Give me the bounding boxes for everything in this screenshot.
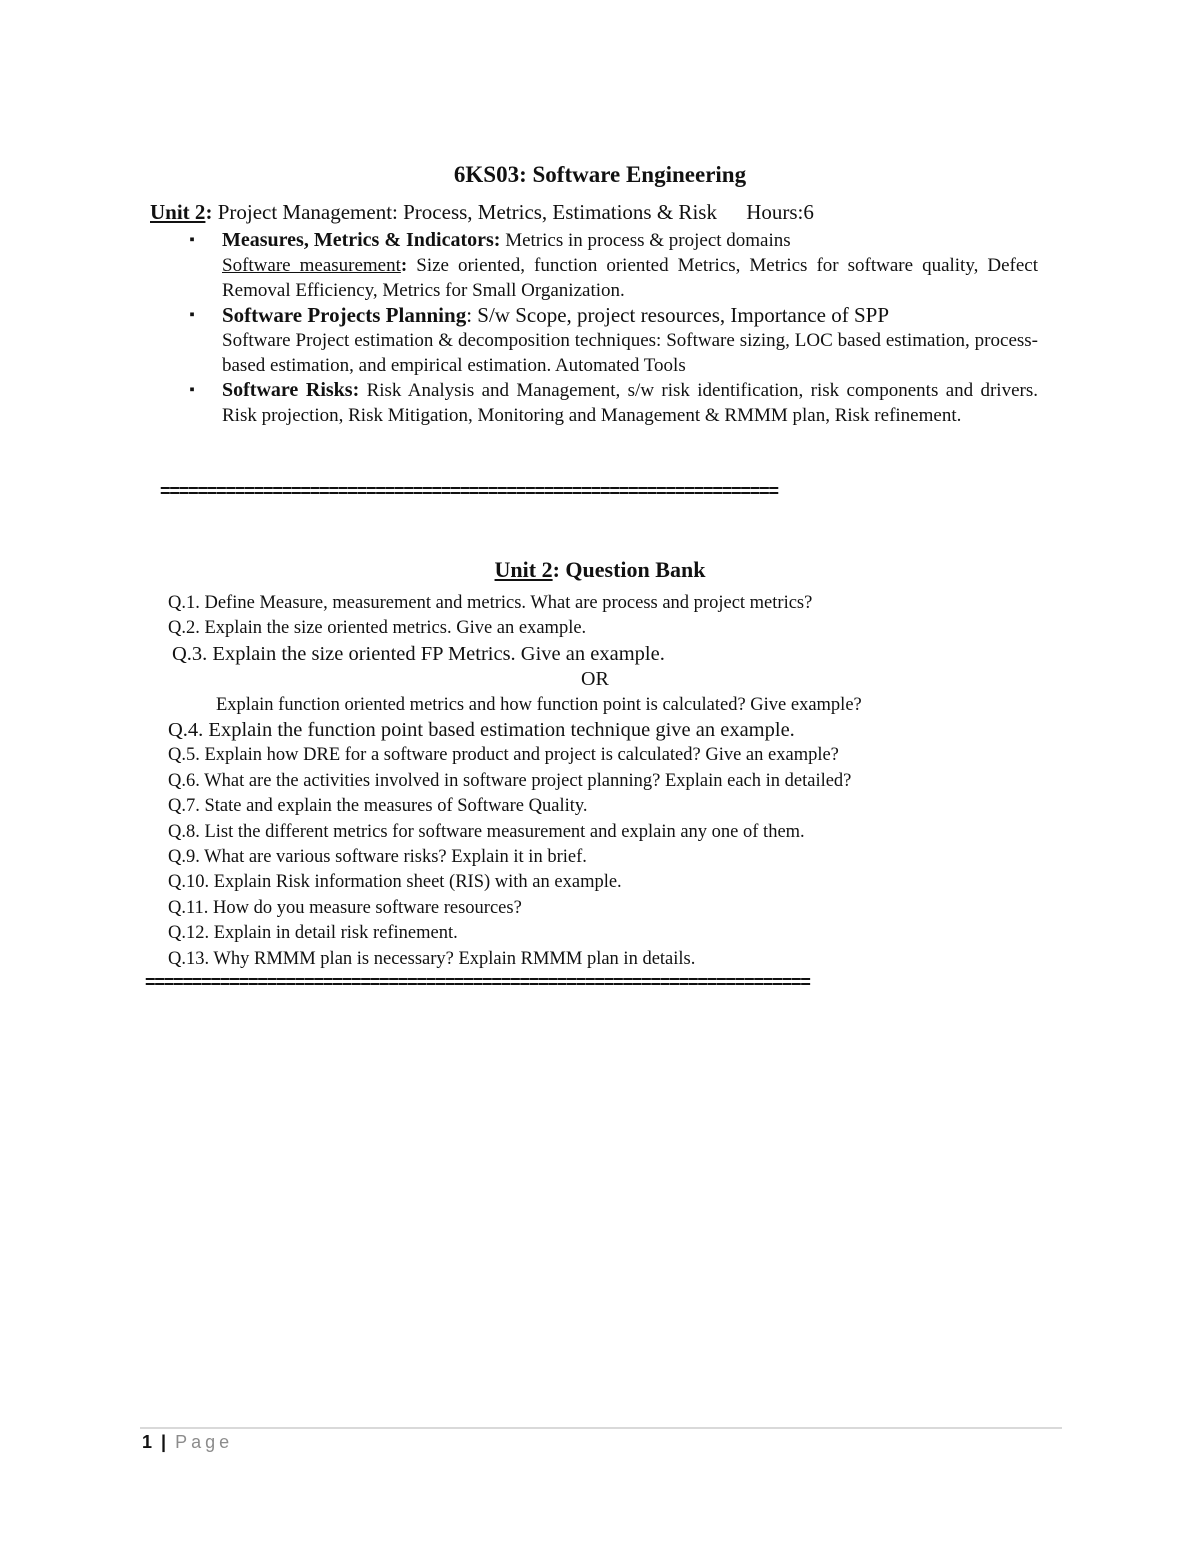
question-bank-title: : Question Bank <box>552 557 706 582</box>
bullet-heading: Software Risks: <box>222 379 360 401</box>
separator-bottom: ======================================================================= <box>145 972 810 992</box>
page-number: 1 <box>142 1432 153 1452</box>
page-footer <box>142 1432 233 1453</box>
footer-rule <box>140 1427 1062 1429</box>
question-item: Q.7. State and explain the measures of Software Quality. <box>168 796 588 817</box>
sub-colon: : <box>400 255 408 276</box>
question-item: Q.2. Explain the size oriented metrics. Give an example. <box>168 618 587 639</box>
question-item: Q.12. Explain in detail risk refinement. <box>168 923 458 944</box>
syllabus-bullet-list <box>184 228 1038 428</box>
sub-text: Size oriented, function oriented Metrics, Metrics for software quality, Defect Removal Efficiency, Metrics for Small Organization. <box>222 255 1038 301</box>
unit-label: Unit 2 <box>150 200 206 224</box>
page-label: Page <box>175 1432 234 1452</box>
question-or-divider: OR <box>581 668 609 691</box>
question-item: Q.10. Explain Risk information sheet (RIS) with an example. <box>168 872 622 893</box>
question-item: Q.9. What are various software risks? Explain it in brief. <box>168 847 587 868</box>
footer-separator: | <box>161 1432 167 1452</box>
bullet-body: Risk Analysis and Management, s/w risk identification, risk components and drivers. Risk projection, Risk Mitigation, Monitoring and Management & RMMM plan, Risk refinement. <box>222 380 1038 426</box>
question-list <box>168 591 1068 972</box>
question-item: Q.4. Explain the function point based estimation technique give an example. <box>168 719 795 742</box>
bullet-square-icon: ▪ <box>189 232 195 248</box>
unit-topic: Project Management: Process, Metrics, Estimations & Risk <box>217 200 717 224</box>
bullet-heading: Measures, Metrics & Indicators: <box>222 229 501 251</box>
bullet-square-icon: ▪ <box>189 382 195 398</box>
unit-hours: Hours:6 <box>746 200 814 224</box>
question-alternative: Explain function oriented metrics and how function point is calculated? Give example? <box>216 694 862 715</box>
separator-top: ================================================================== <box>160 481 778 501</box>
question-item: Q.8. List the different metrics for software measurement and explain any one of them. <box>168 821 805 842</box>
bullet-item-measures <box>184 228 1038 303</box>
bullet-square-icon: ▪ <box>189 307 195 323</box>
sub-label: Software measurement <box>222 255 401 276</box>
bullet-body: Software Project estimation & decomposition techniques: Software sizing, LOC based estimation, process-based estimation, and empirical estimation. Automated Tools <box>222 330 1038 376</box>
question-item: Q.3. Explain the size oriented FP Metrics. Give an example. <box>172 642 665 665</box>
bullet-item-risks <box>184 378 1038 428</box>
bullet-heading: Software Projects Planning <box>222 303 467 327</box>
question-item: Q.13. Why RMMM plan is necessary? Explain RMMM plan in details. <box>168 948 696 969</box>
unit-line <box>150 200 814 225</box>
question-item: Q.6. What are the activities involved in software project planning? Explain each in detailed? <box>168 770 852 791</box>
question-item: Q.1. Define Measure, measurement and metrics. What are process and project metrics? <box>168 593 813 613</box>
question-item: Q.11. How do you measure software resources? <box>168 897 522 918</box>
document-title: 6KS03: Software Engineering <box>453 162 747 187</box>
question-bank-unit-label: Unit 2 <box>494 557 553 582</box>
unit-colon: : <box>205 200 213 224</box>
question-item: Q.5. Explain how DRE for a software product and project is calculated? Give an example? <box>168 745 839 766</box>
question-bank-heading <box>0 557 1200 583</box>
bullet-item-planning <box>184 303 1038 378</box>
bullet-intro: Metrics in process & project domains <box>500 230 791 251</box>
bullet-intro: : S/w Scope, project resources, Importance of SPP <box>466 303 890 327</box>
